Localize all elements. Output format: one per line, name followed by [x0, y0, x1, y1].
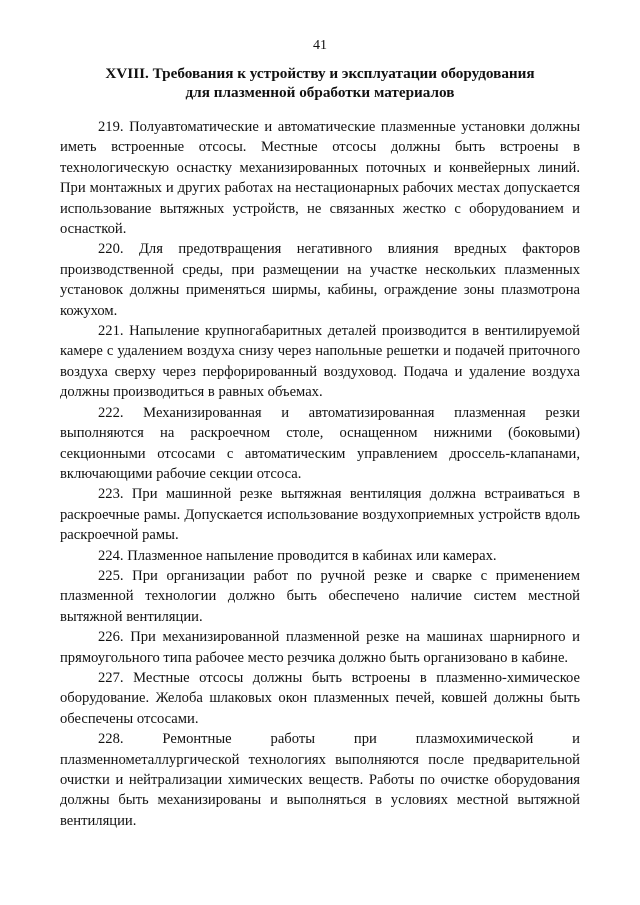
section-heading-line-2: для плазменной обработки материалов: [185, 84, 455, 101]
paragraph-226: 226. При механизированной плазменной резке на машинах шарнирного и прямоугольного типа рабочее место резчика должно быть организовано в кабине.: [60, 629, 580, 666]
section-heading-line-1: XVIII. Требования к устройству и эксплуатации оборудования: [105, 65, 535, 82]
document-body: [60, 117, 580, 831]
paragraph-227: 227. Местные отсосы должны быть встроены в плазменно-химическое оборудование. Желоба шлаковых окон плазменных печей, ковшей должны быть обеспечены отсосами.: [60, 669, 580, 727]
paragraph-219: 219. Полуавтоматические и автоматические плазменные установки должны иметь встроенные отсосы. Местные отсосы должны быть встроены в технологическую оснастку механизированных поточных и конвейерных линий. При монтажных и других работах на нестационарных рабочих местах допускается использование вытяжных устройств, не связанных жестко с оборудованием и оснасткой.: [60, 119, 580, 238]
page-number: 41: [313, 38, 327, 53]
paragraph-223: 223. При машинной резке вытяжная вентиляция должна встраиваться в раскроечные рамы. Допускается использование воздухоприемных устройств вдоль раскроечной рамы.: [60, 486, 580, 544]
paragraph-228: 228. Ремонтные работы при плазмохимической и плазменнометаллургической технологиях выполняются после предварительной очистки и нейтрализации химических веществ. Работы по очистке оборудования должны быть механизированы и выполняться в условиях местной вытяжной вентиляции.: [60, 731, 580, 829]
paragraph-225: 225. При организации работ по ручной резке и сварке с применением плазменной технологии должно быть обеспечено наличие систем местной вытяжной вентиляции.: [60, 567, 580, 625]
paragraph-224: 224. Плазменное напыление проводится в кабинах или камерах.: [98, 547, 497, 564]
paragraph-222: 222. Механизированная и автоматизированная плазменная резки выполняются на раскроечном столе, оснащенном нижними (боковыми) секционными отсосами с автоматическим управлением дроссель-клапанами, включающими рабочие секции отсоса.: [60, 404, 580, 482]
section-heading: [60, 64, 580, 102]
paragraph-221: 221. Напыление крупногабаритных деталей производится в вентилируемой камере с удалением воздуха снизу через напольные решетки и подачей приточного воздуха сверху через перфорированный воздуховод. Подача и удаление воздуха должны производиться в равных объемах.: [60, 323, 580, 401]
paragraph-220: 220. Для предотвращения негативного влияния вредных факторов производственной среды, при размещении на участке нескольких плазменных установок должны применяться ширмы, кабины, ограждение зоны плазмотрона кожухом.: [60, 241, 580, 319]
